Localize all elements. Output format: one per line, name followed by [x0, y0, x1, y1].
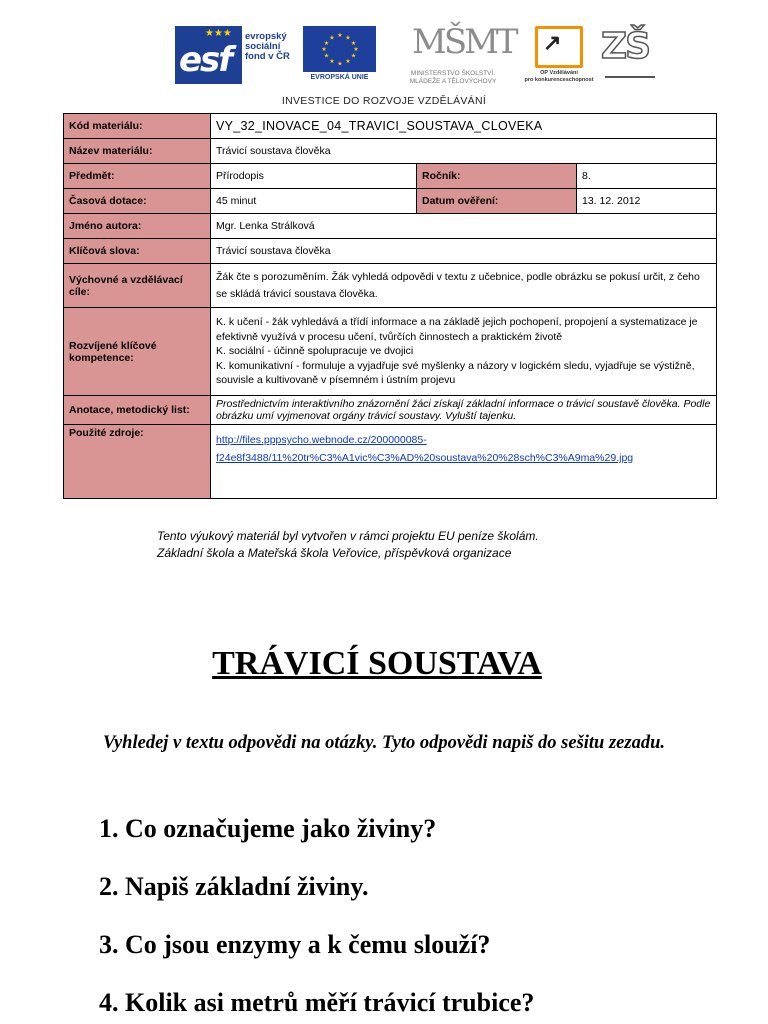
project-note [157, 528, 539, 562]
kod-value: VY_32_INOVACE_04_TRAVICI_SOUSTAVA_CLOVEKA [211, 114, 717, 139]
question-2: 2. Napiš základní živiny. [99, 872, 369, 901]
esf-logo-mark [175, 26, 242, 84]
op-text-line: pro konkurenceschopnost [524, 77, 594, 83]
row-kompetence [64, 308, 717, 396]
esf-text-line: sociální [245, 41, 281, 52]
row-predmet [64, 164, 717, 189]
op-logo-text [523, 70, 595, 84]
autor-label: Jméno autora: [64, 214, 211, 239]
slova-value: Trávicí soustava člověka [211, 239, 717, 264]
source-link-line: http://files.pppsycho.webnode.cz/200000085- [216, 434, 427, 446]
cile-value: Žák čte s porozuměním. Žák vyhledá odpovědi v textu z učebnice, podle obrázku se pokusí určit, z čeho se skládá trávicí soustava člověka. [211, 264, 717, 308]
project-note-line: Tento výukový materiál byl vytvořen v rámci projektu EU peníze školám. [157, 529, 539, 543]
school-logo [601, 26, 661, 88]
msmt-logo-text [398, 70, 508, 86]
worksheet-title: TRÁVICÍ SOUSTAVA [212, 645, 542, 682]
zdroje-value [211, 425, 717, 499]
kompetence-uceni: K. k učení - žák vyhledává a třídí informace a na základě jejich pochopení, propojení a systematizace je efektivně využívá v procesu učení, tvůrčích činnostech a praktickém životě [216, 316, 698, 343]
msmt-text-line: MINISTERSTVO ŠKOLSTVÍ, [410, 70, 496, 77]
nazev-value: Trávicí soustava člověka [211, 139, 717, 164]
datum-label: Datum ověření: [417, 189, 577, 214]
worksheet-instruction: Vyhledej v textu odpovědi na otázky. Tyto odpovědi napiš do sešitu zezadu. [103, 733, 665, 753]
eu-flag-icon [303, 26, 376, 72]
investice-slogan: INVESTICE DO ROZVOJE VZDĚLÁVÁNÍ [281, 95, 487, 107]
esf-logo-letters: esf [179, 40, 232, 80]
svg-text:★: ★ [323, 40, 330, 47]
esf-logo [175, 26, 300, 84]
esf-text-line: evropský [245, 31, 287, 42]
anotace-value: Prostřednictvím interaktivního znázornění žáci získají základní informace o trávicí soustavě člověka. Podle obrázku umí vyjmenovat orgány trávicí soustavy. Vyluští tajenku. [211, 396, 717, 425]
school-logo-mark: ZŠ [601, 26, 650, 67]
row-zdroje [64, 425, 717, 499]
dotace-label: Časová dotace: [64, 189, 211, 214]
esf-stars-icon: ★★★ [205, 28, 232, 39]
msmt-logo-mark: MŠMT [412, 22, 516, 62]
source-link[interactable] [216, 434, 633, 464]
dotace-value: 45 minut [211, 189, 417, 214]
svg-text:★: ★ [337, 60, 343, 68]
kompetence-komunikativni: K. komunikativní - formuluje a vyjadřuje své myšlenky a názory v logickém sledu, vyjadřuje se výstižně, souvisle a kultivovaně v písemném i ústním projevu [216, 359, 695, 387]
svg-text:★: ★ [323, 52, 330, 60]
slova-label: Klíčová slova: [64, 239, 211, 264]
zdroje-label: Použité zdroje: [64, 425, 211, 499]
rocnik-value: 8. [577, 164, 717, 189]
svg-text:★: ★ [329, 58, 335, 65]
kompetence-label: Rozvíjené klíčové kompetence: [64, 308, 211, 396]
question-3: 3. Co jsou enzymy a k čemu slouží? [99, 930, 491, 959]
svg-text:★: ★ [345, 58, 351, 65]
source-link-line: f24e8f3488/11%20tr%C3%A1vic%C3%AD%20soustava%20%28sch%C3%A9ma%29.jpg [216, 452, 634, 464]
row-nazev [64, 139, 717, 164]
svg-text:★: ★ [329, 34, 335, 42]
row-cile [64, 264, 717, 308]
kompetence-socialni: K. sociální - účinně spolupracuje ve dvojici [216, 345, 414, 358]
rocnik-label: Ročník: [417, 164, 577, 189]
predmet-value: Přírodopis [211, 164, 417, 189]
row-slova [64, 239, 717, 264]
nazev-label: Název materiálu: [64, 139, 211, 164]
school-logo-line [605, 76, 655, 78]
svg-text:★: ★ [345, 34, 351, 42]
esf-text-line: fond v ČR [245, 51, 290, 62]
svg-text:★: ★ [353, 46, 359, 54]
msmt-logo [398, 22, 516, 88]
row-anotace [64, 396, 717, 425]
msmt-text-line: MLÁDEŽE A TĚLOVÝCHOVY [409, 78, 497, 85]
question-4: 4. Kolik asi metrů měří trávicí trubice? [99, 988, 535, 1017]
logo-strip [0, 18, 768, 98]
eu-stars-icon [323, 32, 357, 66]
svg-text:★: ★ [350, 52, 357, 60]
eu-logo [303, 26, 376, 84]
svg-text:★: ★ [337, 32, 343, 39]
material-info-table [63, 113, 717, 499]
anotace-label: Anotace, metodický list: [64, 396, 211, 425]
op-text-line: OP Vzdělávání [540, 70, 578, 76]
op-logo [523, 26, 595, 88]
cile-label: Výchovné a vzdělávací cíle: [64, 264, 211, 308]
svg-text:★: ★ [350, 40, 357, 47]
predmet-label: Předmět: [64, 164, 211, 189]
autor-value: Mgr. Lenka Strálková [211, 214, 717, 239]
kod-label: Kód materiálu: [64, 114, 211, 139]
row-autor [64, 214, 717, 239]
kompetence-value [211, 308, 717, 396]
svg-text:★: ★ [321, 46, 327, 54]
question-1: 1. Co označujeme jako živiny? [99, 814, 437, 843]
eu-label: EVROPSKÁ UNIE [310, 74, 369, 81]
row-dotace [64, 189, 717, 214]
esf-logo-text [245, 32, 290, 62]
op-arrow-icon: ↗ [543, 30, 562, 55]
datum-value: 13. 12. 2012 [577, 189, 717, 214]
project-note-line: Základní škola a Mateřská škola Veřovice, příspěvková organizace [157, 546, 512, 560]
row-kod [64, 114, 717, 139]
